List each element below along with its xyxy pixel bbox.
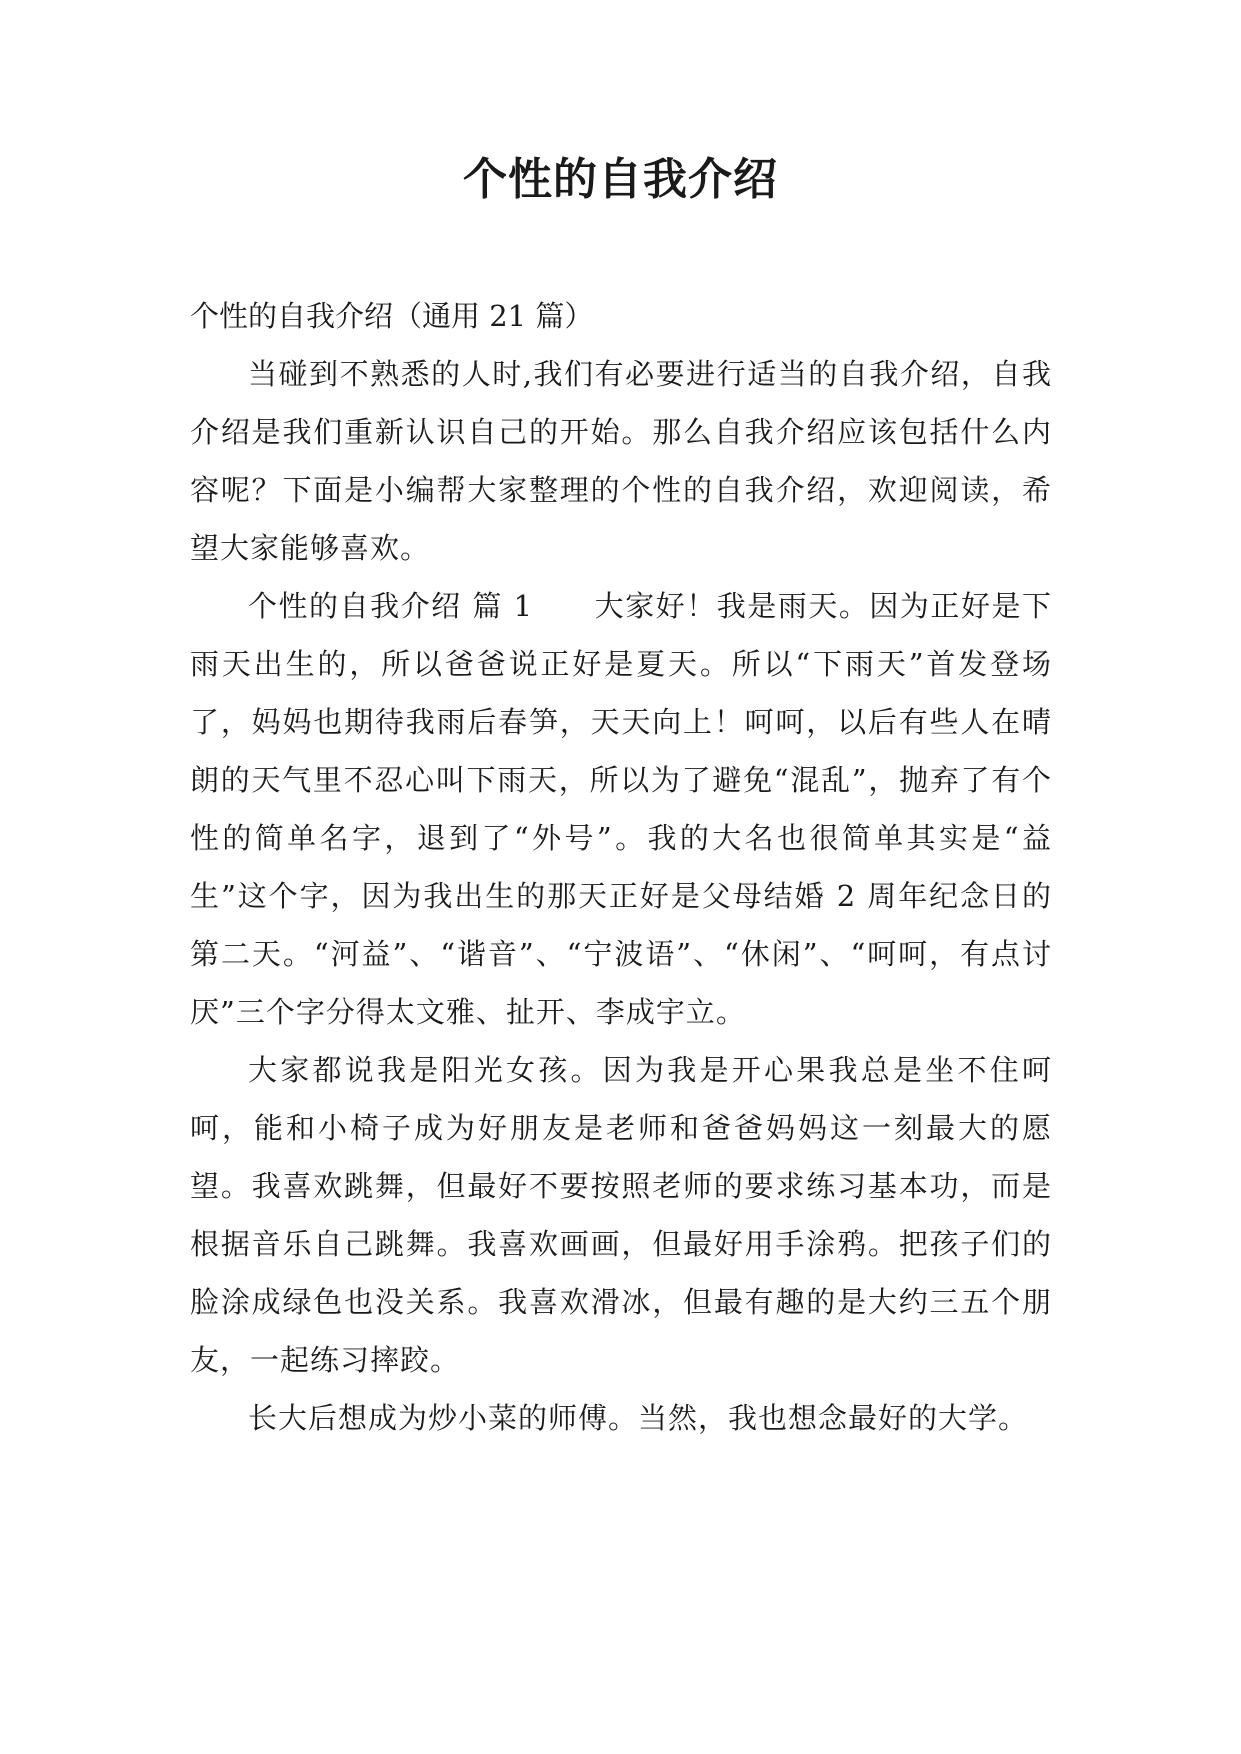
document-title: 个性的自我介绍: [463, 154, 778, 205]
paragraph-future: 长大后想成为炒小菜的师傅。当然，我也想念最好的大学。: [248, 1401, 1029, 1435]
paragraph-intro: 当碰到不熟悉的人时,我们有必要进行适当的自我介绍，自我介绍是我们重新认识自己的开始。那么自我介绍应该包括什么内容呢？下面是小编帮大家整理的个性的自我介绍，欢迎阅读，希望大家能够喜欢。: [190, 357, 1052, 565]
paragraph-article-1: 个性的自我介绍 篇 1 大家好！我是雨天。因为正好是下雨天出生的，所以爸爸说正好是夏天。所以“下雨天”首发登场了，妈妈也期待我雨后春笋，天天向上！呵呵，以后有些人在晴朗的天气里不忍心叫下雨天，所以为了避免“混乱”，抛弃了有个性的简单名字，退到了“外号”。我的大名也很简单其实是“益生”这个字，因为我出生的那天正好是父母结婚 2 周年纪念日的第二天。“河益”、“谐音”、“宁波语”、“休闲”、“呵呵，有点讨厌”三个字分得太文雅、扯开、李成宇立。: [190, 589, 1052, 1029]
document-body: [190, 287, 1052, 1447]
document-subtitle: 个性的自我介绍（通用 21 篇）: [190, 299, 594, 333]
paragraph-sunshine-girl: 大家都说我是阳光女孩。因为我是开心果我总是坐不住呵呵，能和小椅子成为好朋友是老师和爸爸妈妈这一刻最大的愿望。我喜欢跳舞，但最好不要按照老师的要求练习基本功，而是根据音乐自己跳舞。我喜欢画画，但最好用手涂鸦。把孩子们的脸涂成绿色也没关系。我喜欢滑冰，但最有趣的是大约三五个朋友，一起练习摔跤。: [190, 1053, 1052, 1377]
